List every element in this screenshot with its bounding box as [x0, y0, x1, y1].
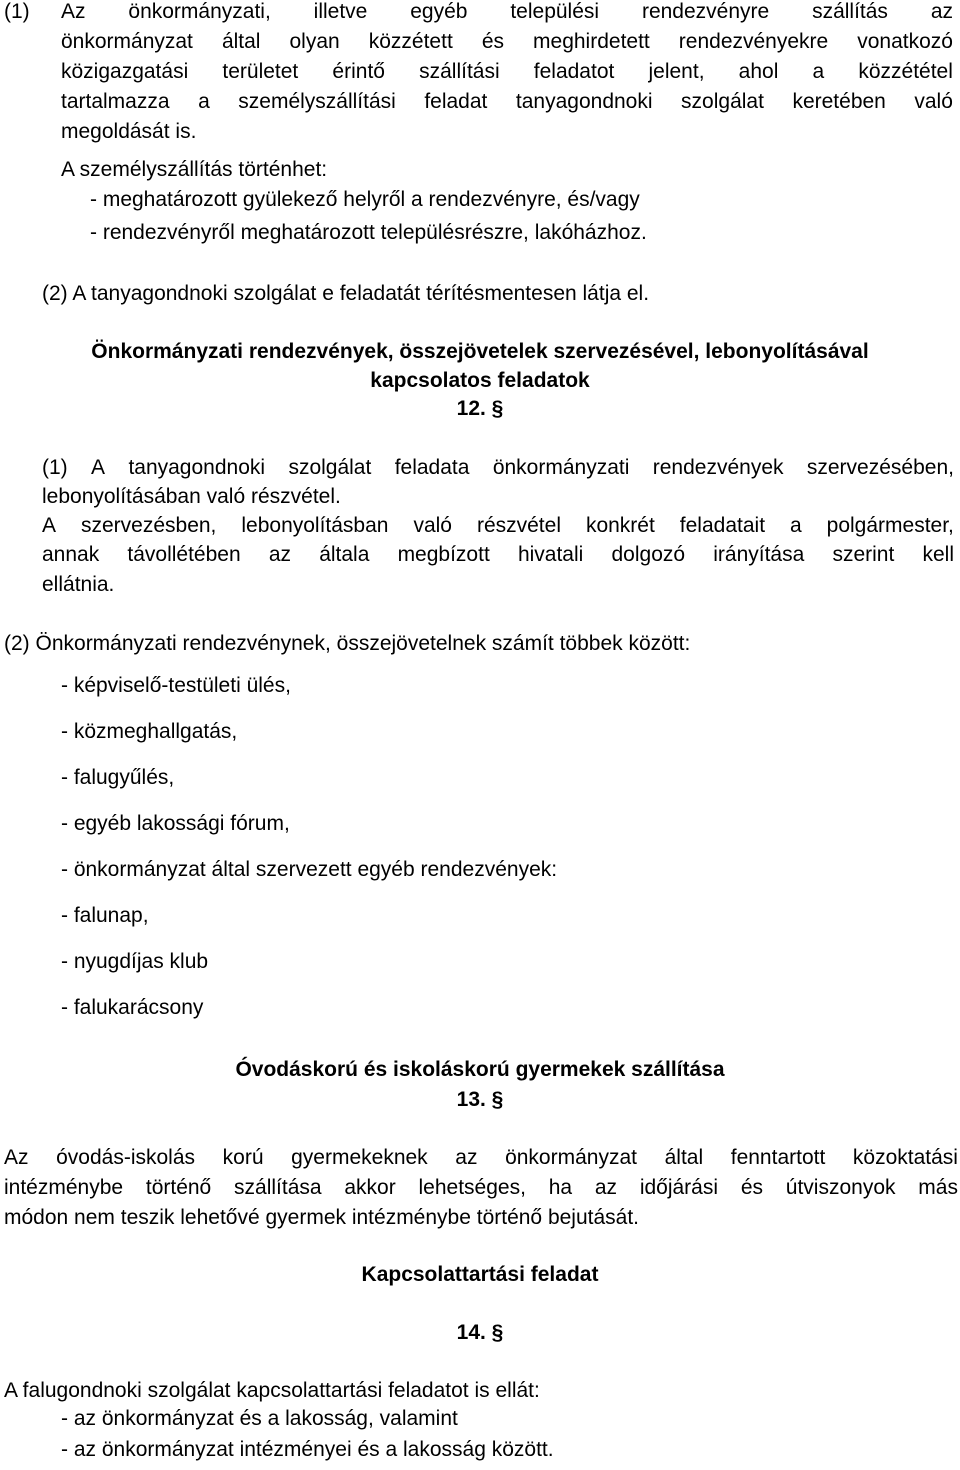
transport-item: - meghatározott gyülekező helyről a rendezvényre, és/vagy [90, 188, 640, 211]
word: A [91, 456, 106, 479]
word: jelent, [648, 60, 705, 83]
word: olyan [289, 30, 340, 53]
word: megbízott [397, 543, 490, 566]
word: ha [548, 1176, 573, 1199]
word: feladatot [533, 60, 615, 83]
paragraph-line: lebonyolításában való részvétel. [42, 485, 341, 508]
word: dolgozó [611, 543, 686, 566]
word: való [914, 90, 953, 113]
word: fenntartott [730, 1146, 826, 1169]
section-heading: Óvodáskorú és iskoláskorú gyermekek szállítása [235, 1058, 725, 1081]
section-heading: Önkormányzati rendezvények, összejövetelek szervezésével, lebonyolításával [91, 340, 869, 363]
word: keretében [792, 90, 886, 113]
word: rendezvények [652, 456, 784, 479]
word: egyéb [410, 0, 468, 23]
word: közoktatási [852, 1146, 958, 1169]
word: intézménybe [4, 1176, 124, 1199]
word: meghirdetett [533, 30, 650, 53]
word: irányítása [713, 543, 805, 566]
word: szervezésben, [80, 514, 217, 537]
word: hivatali [517, 543, 584, 566]
word: szerint [832, 543, 895, 566]
paragraph-line: megoldását is. [61, 120, 197, 143]
word: feladatait [679, 514, 766, 537]
paragraph-intro: A falugondnoki szolgálat kapcsolattartási feladatot is ellát: [4, 1379, 540, 1402]
word: akkor [344, 1176, 396, 1199]
paragraph-line: módon nem teszik lehetővé gyermek intézménybe történő bejutását. [4, 1206, 640, 1229]
word: útviszonyok [785, 1176, 896, 1199]
word: illetve [313, 0, 368, 23]
word: önkormányzat [505, 1146, 637, 1169]
word: szállítás [812, 0, 888, 23]
word: közigazgatási [61, 60, 189, 83]
word: Az [4, 1146, 29, 1169]
word: gyermekeknek [291, 1146, 428, 1169]
word: a [198, 90, 210, 113]
word: települési [510, 0, 600, 23]
word: korú [222, 1146, 264, 1169]
word: történő [145, 1176, 212, 1199]
word: önkormányzati [492, 456, 630, 479]
word: annak [42, 543, 100, 566]
word: részvétel [476, 514, 561, 537]
word: konkrét [585, 514, 655, 537]
justified-line [42, 456, 954, 480]
justified-line [61, 0, 953, 24]
word: más [918, 1176, 958, 1199]
word: szállítási [419, 60, 500, 83]
list-item: - falunap, [61, 904, 149, 927]
word: tartalmazza [61, 90, 170, 113]
word: tanyagondnoki [128, 456, 266, 479]
word: és [481, 30, 504, 53]
word: szervezésében, [806, 456, 954, 479]
word: távollétében [127, 543, 241, 566]
word: való [413, 514, 452, 537]
word: A [42, 514, 57, 537]
word: az [268, 543, 292, 566]
section-number: 12. § [456, 397, 504, 420]
word: feladata [394, 456, 470, 479]
word: óvodás-iskolás [56, 1146, 196, 1169]
word: által [664, 1146, 704, 1169]
paragraph-label: (1) [4, 0, 30, 23]
word: önkormányzat [61, 30, 193, 53]
list-item: - az önkormányzat és a lakosság, valamint [61, 1407, 458, 1430]
word: az [930, 0, 953, 23]
word: szolgálat [681, 90, 764, 113]
justified-line [61, 90, 953, 114]
word: személyszállítási [238, 90, 396, 113]
word: rendezvényre [641, 0, 770, 23]
word: önkormányzati, [128, 0, 271, 23]
word: lehetséges, [418, 1176, 526, 1199]
word: közzététel [858, 60, 953, 83]
transport-intro: A személyszállítás történhet: [61, 158, 328, 181]
word: az [594, 1176, 618, 1199]
section-number: 13. § [456, 1088, 504, 1111]
word: lebonyolításban [241, 514, 389, 537]
word: feladat [424, 90, 488, 113]
justified-line [4, 1146, 958, 1170]
list-item: - képviselő-testületi ülés, [61, 674, 291, 697]
word: által [221, 30, 261, 53]
word: Az [61, 0, 86, 23]
word: rendezvényekre [678, 30, 829, 53]
list-item: - falukarácsony [61, 996, 204, 1019]
word: általa [319, 543, 370, 566]
justified-line [61, 30, 953, 54]
list-item: - nyugdíjas klub [61, 950, 209, 973]
word: szállítása [234, 1176, 322, 1199]
word: vonatkozó [857, 30, 953, 53]
paragraph-2: (2) A tanyagondnoki szolgálat e feladatát térítésmentesen látja el. [42, 282, 650, 305]
word: közzétett [368, 30, 453, 53]
list-item: - közmeghallgatás, [61, 720, 238, 743]
word: területet [222, 60, 299, 83]
word: időjárási [639, 1176, 719, 1199]
justified-line [61, 60, 953, 84]
list-item: - az önkormányzat intézményei és a lakosság között. [61, 1438, 554, 1461]
list-item: - önkormányzat által szervezett egyéb rendezvények: [61, 858, 558, 881]
section-heading: Kapcsolattartási feladat [361, 1263, 599, 1286]
word: érintő [332, 60, 385, 83]
word: (1) [42, 456, 68, 479]
word: és [740, 1176, 763, 1199]
justified-line [42, 514, 954, 538]
justified-line [4, 1176, 958, 1200]
word: polgármester, [826, 514, 954, 537]
list-item: - egyéb lakossági fórum, [61, 812, 290, 835]
word: ahol [738, 60, 779, 83]
word: a [812, 60, 825, 83]
list-item: - falugyűlés, [61, 766, 175, 789]
word: a [790, 514, 802, 537]
word: szolgálat [288, 456, 372, 479]
word: az [455, 1146, 478, 1169]
word: tanyagondnoki [515, 90, 653, 113]
transport-item: - rendezvényről meghatározott településrészre, lakóházhoz. [90, 221, 647, 244]
paragraph-line: ellátnia. [42, 573, 115, 596]
section-number: 14. § [456, 1321, 504, 1344]
justified-line [42, 543, 954, 567]
word: kell [922, 543, 954, 566]
section-heading-line2: kapcsolatos feladatok [370, 369, 590, 392]
paragraph-2-intro: (2) Önkormányzati rendezvénynek, összejövetelnek számít többek között: [4, 632, 691, 655]
